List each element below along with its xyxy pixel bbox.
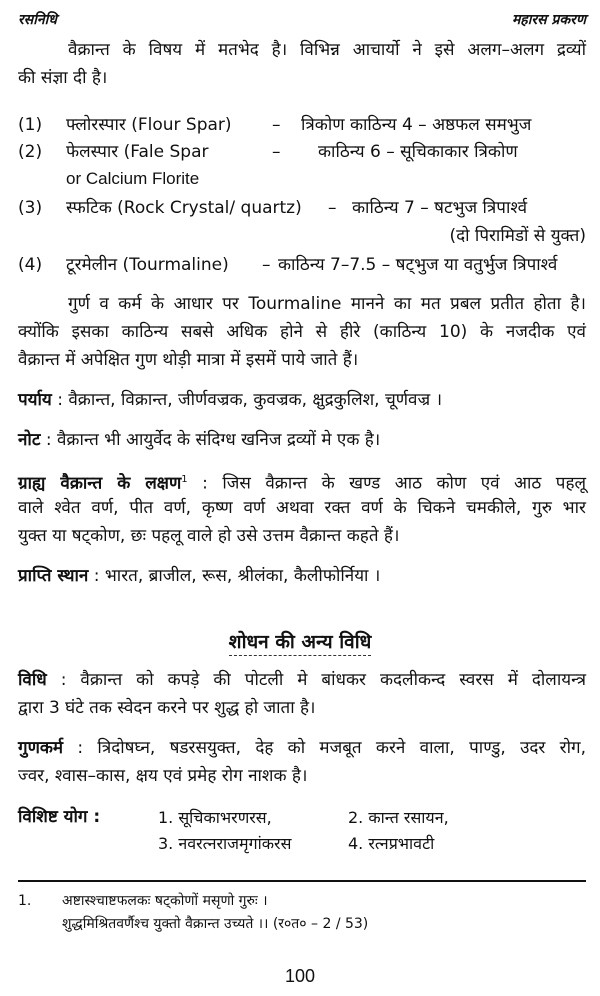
mineral-property: काठिन्य 7–7.5 – षट्भुज या वतुर्भुज त्रिपार्श्व	[278, 255, 558, 275]
opinion-line-1: गुर्ण व कर्म के आधार पर Tourmaline मानने का मत प्रबल प्रतीत होता है।	[68, 294, 586, 314]
prapti-sthan	[18, 562, 586, 590]
dash: –	[272, 115, 281, 135]
mineral-item-3	[18, 194, 586, 222]
yoga-item-3: 3. नवरत्नराजमृगांकरस	[158, 834, 292, 853]
lakshan-line-1	[18, 466, 586, 498]
mineral-name: फेलस्पार (Fale Spar	[66, 142, 209, 162]
prapti-label: प्राप्ति स्थान	[18, 566, 89, 586]
intro-line-1: वैक्रान्त के विषय में मतभेद है। विभिन्न आचार्यो ने इसे अलग–अलग द्रव्यों	[68, 40, 586, 60]
mineral-property: त्रिकोण काठिन्य 4 – अष्ठफल समभुज	[301, 115, 532, 135]
footnote-line-2: शुद्धमिश्रितवर्णैश्च युक्तो वैक्रान्त उच्यते ।। (र०त० – 2 / 53)	[62, 916, 369, 932]
dash: –	[262, 255, 271, 275]
footnote-number: 1.	[18, 893, 32, 909]
footnote-divider	[18, 880, 586, 882]
vidhi-text: : वैक्रान्त को कपड़े की पोटली मे बांधकर कदलीकन्द स्वरस में दोलायन्त्र	[60, 670, 586, 690]
note	[18, 426, 586, 454]
section-heading	[0, 628, 600, 654]
mineral-item-1	[18, 111, 586, 139]
mineral-property: काठिन्य 6 – सूचिकाकार त्रिकोण	[318, 142, 518, 162]
gunakarma-label: गुणकर्म	[18, 738, 64, 758]
item-number: (4)	[18, 255, 43, 275]
opinion-line-3: वैक्रान्त में अपेक्षित गुण थोड़ी मात्रा में इसमें पाये जाते हैं।	[18, 350, 359, 370]
mineral-property: काठिन्य 7 – षटभुज त्रिपार्श्व	[352, 198, 528, 218]
note-text: : वैक्रान्त भी आयुर्वेद के संदिग्ध खनिज द्रव्यों मे एक है।	[45, 430, 381, 450]
gunakarma-line-2: ज्वर, श्वास–कास, क्षय एवं प्रमेह रोग नाशक है।	[18, 766, 308, 786]
lakshan-text: : जिस वैक्रान्त के खण्ड आठ कोण एवं आठ पहलू	[202, 473, 586, 494]
mineral-item-4	[18, 251, 586, 279]
running-header-book-title: रसनिधि	[18, 12, 57, 28]
dash: –	[272, 142, 281, 162]
page-number: 100	[284, 966, 316, 986]
item-number: (2)	[18, 142, 43, 162]
item-number: (3)	[18, 198, 43, 218]
vidhi-line-2: द्वारा 3 घंटे तक स्वेदन करने पर शुद्ध हो जाता है।	[18, 698, 316, 718]
dash: –	[328, 198, 337, 218]
paryaya-text: : वैक्रान्त, विक्रान्त, जीर्णवज्रक, कुवज्रक, क्षुद्रकुलिश, चूर्णवज्र ।	[57, 390, 443, 410]
lakshan-line-2: वाले श्वेत वर्ण, पीत वर्ण, कृष्ण वर्ण अथवा रक्त वर्ण के चिकने चमकीले, गुरु भार	[18, 498, 586, 518]
section-heading-text: शोधन की अन्य विधि	[229, 631, 372, 656]
yoga-item-4: 4. रत्नप्रभावटी	[348, 834, 435, 853]
mineral-name-continued: or Calcium Florite	[66, 169, 200, 188]
note-label: नोट	[18, 430, 41, 450]
footnote-marker: 1	[181, 474, 188, 485]
paryaya	[18, 386, 586, 414]
mineral-name: फ्लोरस्पार (Flour Spar)	[66, 115, 232, 135]
running-header-chapter: महारस प्रकरण	[511, 12, 586, 28]
vidhi-line-1	[18, 666, 586, 694]
mineral-name: टूरमेलीन (Tourmaline)	[66, 255, 229, 275]
lakshan-line-3: युक्त या षट्कोण, छः पहलू वाले हो उसे उत्तम वैक्रान्त कहते हैं।	[18, 526, 400, 546]
vidhi-label: विधि	[18, 670, 47, 690]
vishisht-yoga-label: विशिष्ट योग :	[18, 807, 101, 827]
lakshan-label: ग्राह्य वैक्रान्त के लक्षण	[18, 473, 182, 494]
mineral-name: स्फटिक (Rock Crystal/ quartz)	[66, 198, 302, 218]
prapti-text: : भारत, ब्राजील, रूस, श्रीलंका, कैलीफोर्निया ।	[93, 566, 381, 586]
paryaya-label: पर्याय	[18, 390, 52, 410]
yoga-item-1: 1. सूचिकाभरणरस,	[158, 808, 272, 827]
footnote-line-1: अष्टास्श्चाष्टफलकः षट्कोणों मसृणो गुरुः ।	[62, 893, 268, 909]
mineral-item-3-cont: (दो पिरामिडों से युक्त)	[449, 226, 586, 246]
gunakarma-line-1	[18, 734, 586, 762]
item-number: (1)	[18, 115, 43, 135]
intro-line-2: की संज्ञा दी है।	[18, 68, 108, 88]
mineral-item-2	[18, 138, 586, 166]
gunakarma-text: : त्रिदोषघ्न, षडरसयुक्त, देह को मजबूत करने वाला, पाण्डु, उदर रोग,	[77, 738, 586, 758]
yoga-item-2: 2. कान्त रसायन,	[348, 808, 449, 827]
opinion-line-2: क्योंकि इसका काठिन्य सबसे अधिक होने से हीरे (काठिन्य 10) के नजदीक एवं	[18, 322, 586, 342]
